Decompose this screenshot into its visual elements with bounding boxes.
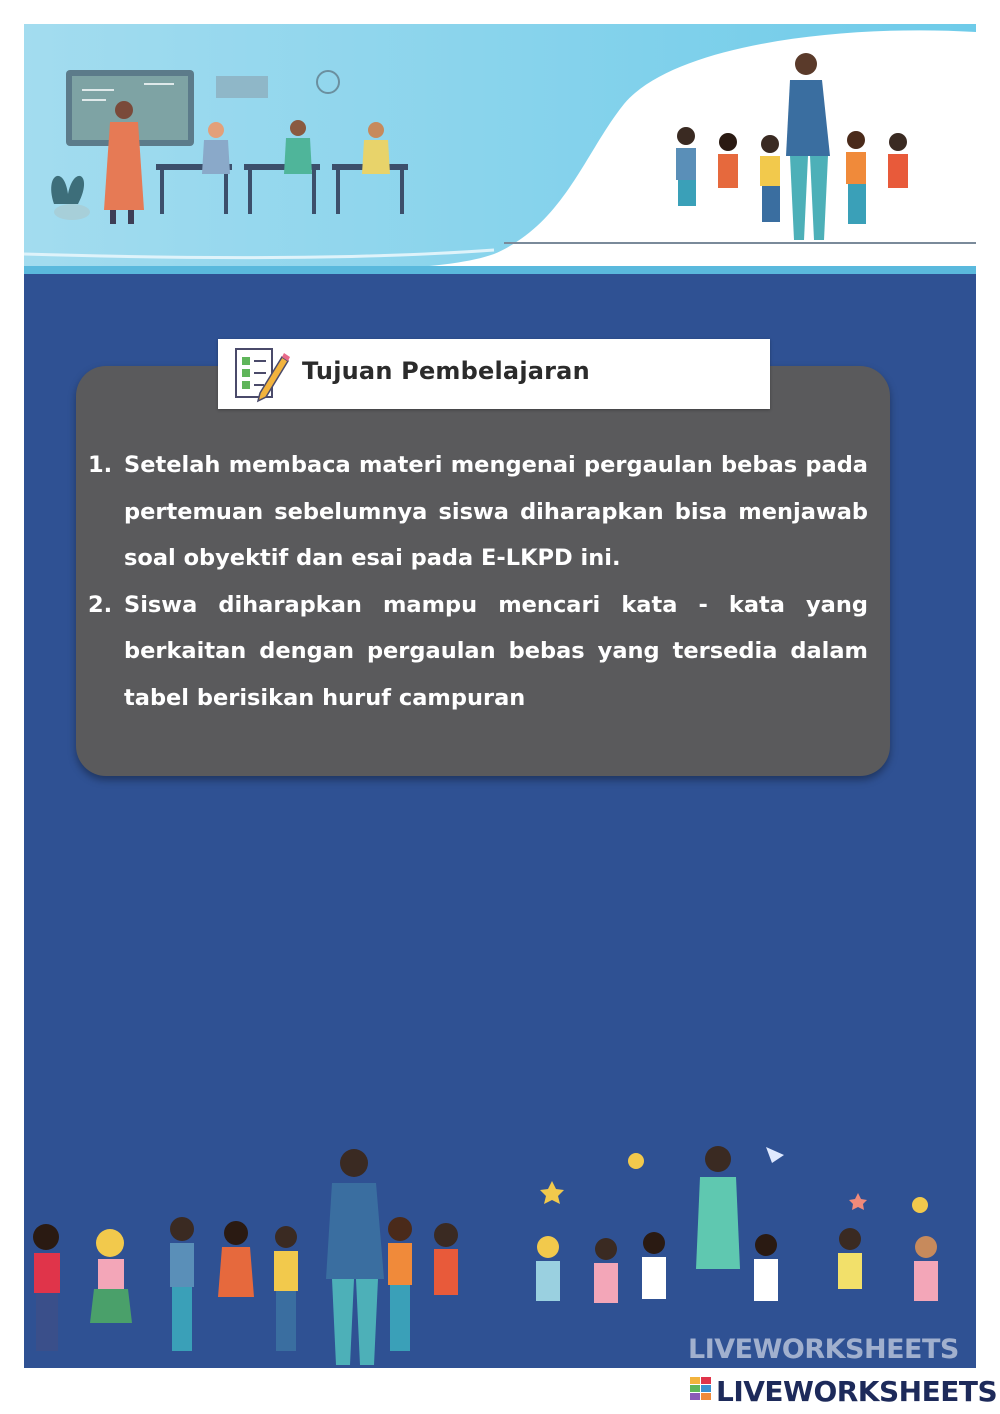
brand-name: LIVEWORKSHEETS (716, 1374, 998, 1408)
liveworksheets-watermark: LIVEWORKSHEETS (688, 1334, 959, 1365)
learning-goals-list (88, 442, 868, 721)
liveworksheets-logo-icon (690, 1377, 712, 1405)
goal-text: Siswa diharapkan mampu mencari kata - kata yang berkaitan dengan pergaulan bebas yang tersedia dalam tabel berisikan huruf campuran (124, 591, 868, 711)
learning-goals-header (218, 339, 770, 409)
learning-goal-item (88, 582, 868, 722)
goal-number: 2. (88, 591, 113, 618)
footer-illustration (24, 1119, 976, 1368)
goal-number: 1. (88, 452, 113, 478)
worksheet-page (24, 24, 976, 1368)
goal-text: Setelah membaca materi mengenai pergaulan bebas pada pertemuan sebelumnya siswa diharapkan bisa menjawab soal obyektif dan esai pada E-LKPD ini. (124, 452, 868, 571)
header-illustration (24, 24, 976, 274)
learning-goals-title: Tujuan Pembelajaran (302, 357, 590, 385)
checklist-pencil-icon (230, 343, 292, 409)
learning-goal-item (88, 442, 868, 582)
liveworksheets-brand[interactable] (690, 1374, 997, 1408)
